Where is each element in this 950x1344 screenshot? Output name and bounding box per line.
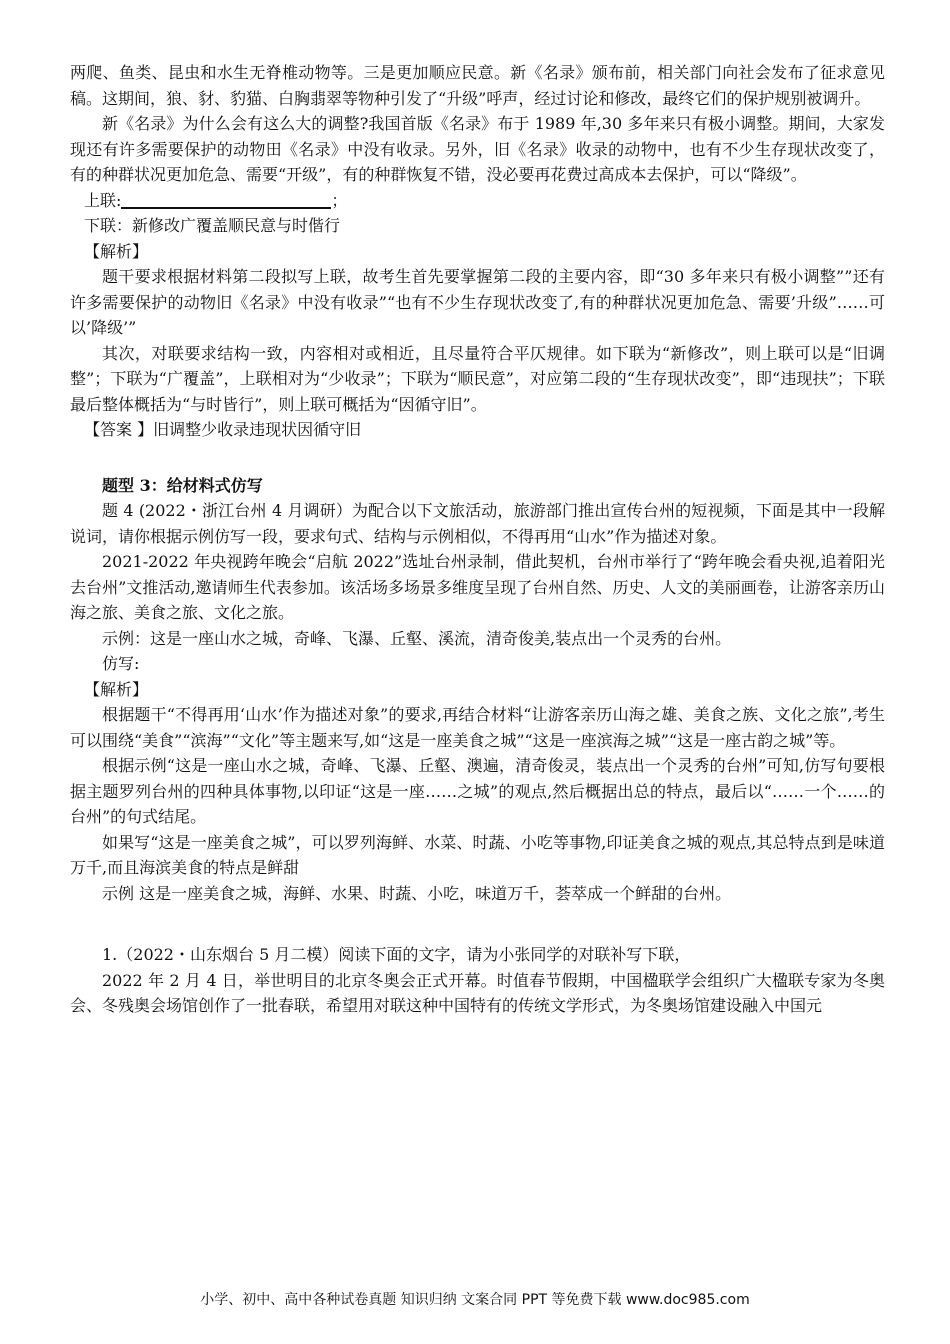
spacer [70, 906, 885, 942]
paragraph-5: 2021-2022 年央视跨年晚会“启航 2022”选址台州录制，借此契机，台州市举行了“跨年晚会看央视,追着阳光去台州”文推活动,邀请师生代表参加。该活场多场景多维度呈现了台州自然、历史、人文的美丽画卷，让游客亲历山海之旅、美食之旅、文化之旅。 [70, 552, 885, 622]
question-4: 题 4 (2022・浙江台州 4 月调研）为配合以下文旅活动，旅游部门推出宣传台州的短视频，下面是其中一段解说词，请你根据示例仿写一段，要求句式、结构与示例相似，不得再用“山水”作为描述对象。 [70, 501, 885, 546]
answer-1: 【答案 】旧调整少收录违现状因循守旧 [84, 420, 362, 439]
analysis-label-1: 【解析】 [84, 241, 149, 261]
section-heading-3: 题型 3：给材料式仿写 [102, 475, 263, 495]
upper-couplet-line [70, 188, 885, 214]
paragraph-2: 新《名录》为什么会有这么大的调整?我国首版《名录》布于 1989 年,30 多年来只有极小调整。期间，大家发现还有许多需要保护的动物田《名录》中没有收录。另外，旧《名录》收录的动物中，也有不少生存现状改变了，有的种群状况更加危急、需要“开级”，有的种群恢复不错，没必要再花费过高成本去保护，可以“降级”。 [70, 114, 885, 184]
paragraph-7: 根据示例“这是一座山水之城，奇峰、飞瀑、丘壑、澳遍，清奇俊灵，装点出一个灵秀的台州”可知,仿写句要根据主题罗列台州的四种具体事物,以印证“这是一座……之城”的观点,然后概据出总的特点，最后以“……一个……的台州”的句式结尾。 [70, 756, 885, 826]
paragraph-4: 其次，对联要求结构一致，内容相对或相近，且尽量符合平仄规律。如下联为“新修改”，则上联可以是“旧调整”；下联为“广覆盖”，上联相对为“少收录”；下联为“顺民意”，对应第二段的“生存现状改变”，即“违现扶”；下联最后整体概括为“与时皆行”，则上联可概括为“因循守旧”。 [70, 343, 885, 414]
lower-couplet: 下联：新修改广覆盖顺民意与时偕行 [84, 216, 341, 235]
paragraph-3: 题干要求根据材料第二段拟写上联，故考生首先要掌握第二段的主要内容，即“30 多年来只有极小调整””还有许多需要保护的动物旧《名录》中没有收录”“也有不少生存现状改变了,有的种群状况更加危急、需要’升级”……可以’降级’” [70, 267, 885, 337]
paragraph-8: 如果写“这是一座美食之城”，可以罗列海鲜、水菜、时蔬、小吃等事物,印证美食之城的观点,其总特点到是味道万千,而且海滨美食的特点是鲜甜 [70, 832, 885, 877]
example-1: 示例：这是一座山水之城，奇峰、飞瀑、丘壑、溪流，清奇俊美,装点出一个灵秀的台州。 [102, 628, 732, 648]
analysis-label-2: 【解析】 [84, 679, 149, 699]
example-2: 示例 这是一座美食之城，海鲜、水果、时蔬、小吃，味道万千，荟萃成一个鲜甜的台州。 [102, 883, 732, 903]
upper-label: 上联: [84, 190, 122, 210]
imitate-label: 仿写: [102, 654, 140, 673]
paragraph-9: 2022 年 2 月 4 日，举世明目的北京冬奥会正式开幕。时值春节假期，中国楹联学会组织广大楹联专家为冬奥会、冬残奥会场馆创作了一批春联，希望用对联这种中国特有的传统文学形式，为冬奥场馆建设融入中国元 [70, 970, 885, 1015]
document-body [70, 60, 885, 1019]
paragraph-1: 两爬、鱼类、昆虫和水生无脊椎动物等。三是更加顺应民意。新《名录》颁布前，相关部门向社会发布了征求意见稿。这期间，狼、豺、豹猫、白胸翡翠等物种引发了“升级”呼声，经过讨论和修改，最终它们的保护规别被调升。 [70, 63, 885, 108]
page-footer: 小学、初中、高中各种试卷真题 知识归纳 文案合同 PPT 等免费下载 www.doc985.com [200, 1292, 750, 1308]
question-1: 1.（2022・山东烟台 5 月二模）阅读下面的文字，请为小张同学的对联补写下联， [102, 945, 691, 964]
upper-end: ； [331, 190, 348, 210]
answer-blank [121, 191, 331, 209]
paragraph-6: 根据题干“不得再用‘山水’作为描述对象”的要求,再结合材料“让游客亲历山海之雄、美食之族、文化之旅”,考生可以围绕“美食”“滨海”“文化”等主题来写,如“这是一座美食之城”“这是一座滨海之城”“这是一座古韵之城”等。 [70, 705, 885, 750]
